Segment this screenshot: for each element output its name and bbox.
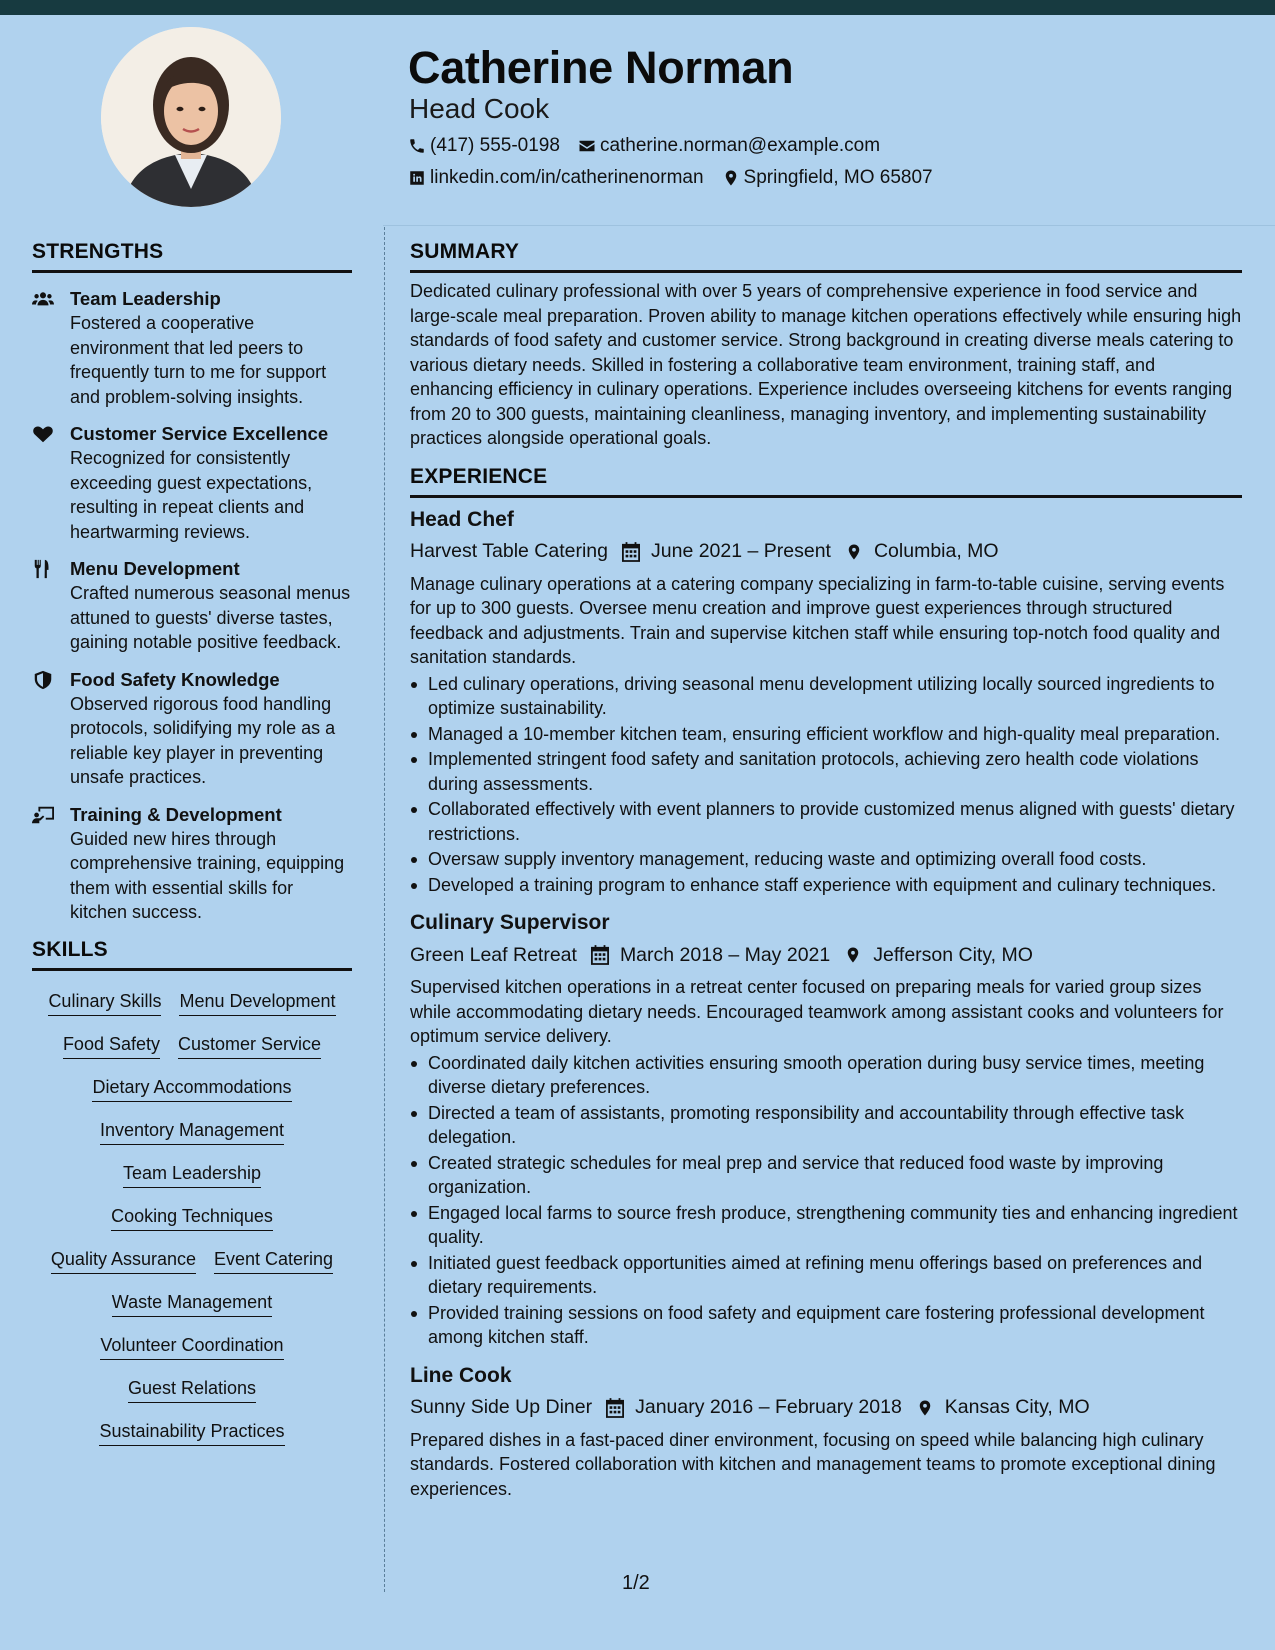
main-column	[410, 240, 1242, 1501]
column-divider	[384, 227, 385, 1592]
job-bullet: Oversaw supply inventory management, reducing waste and optimizing overall food costs.	[410, 847, 1242, 872]
job-bullet: Implemented stringent food safety and sanitation protocols, achieving zero health code violations during assessments.	[410, 747, 1242, 796]
users-icon	[32, 289, 54, 309]
skill-tag: Event Catering	[214, 1247, 333, 1274]
strength-desc: Recognized for consistently exceeding guest expectations, resulting in repeat clients and heartwarming reviews.	[70, 448, 313, 542]
job-dates: June 2021 – Present	[651, 540, 831, 562]
job-meta	[410, 538, 1242, 566]
skill-tag: Cooking Techniques	[111, 1204, 273, 1231]
job-meta	[410, 1394, 1242, 1422]
utensils-icon	[32, 559, 54, 579]
strength-desc: Fostered a cooperative environment that led peers to frequently turn to me for support and problem-solving insights.	[70, 313, 327, 407]
job-location: Columbia, MO	[873, 540, 999, 562]
strength-title: Menu Development	[70, 558, 240, 579]
email-text: catherine.norman@example.com	[599, 135, 881, 156]
job-bullet: Managed a 10-member kitchen team, ensuring efficient workflow and high-quality meal preparation.	[410, 722, 1242, 747]
linkedin-icon	[408, 169, 426, 187]
strength-title: Team Leadership	[70, 288, 221, 309]
strength-item	[32, 668, 352, 790]
strength-item	[32, 803, 352, 925]
skill-tag: Sustainability Practices	[99, 1419, 284, 1446]
location-text: Springfield, MO 65807	[743, 167, 933, 188]
strength-item	[32, 422, 352, 544]
job-description: Prepared dishes in a fast-paced diner environment, focusing on speed while balancing high culinary standards. Fostered collaboration with kitchen and management teams to promote exceptional dining experiences.	[410, 1429, 1216, 1499]
job-bullets	[410, 1051, 1242, 1350]
job-bullet: Initiated guest feedback opportunities aimed at refining menu offerings based on preferences and dietary requirements.	[410, 1251, 1242, 1300]
header-divider	[383, 225, 1275, 226]
job-bullet: Provided training sessions on food safety and equipment care fostering professional development among kitchen staff.	[410, 1301, 1242, 1350]
strength-title: Customer Service Excellence	[70, 423, 329, 444]
page-number: 1/2	[622, 1572, 650, 1594]
skill-tag: Team Leadership	[123, 1161, 261, 1188]
job-entry	[410, 909, 1242, 1350]
skill-tag: Menu Development	[179, 989, 335, 1016]
skill-tag: Waste Management	[112, 1290, 272, 1317]
job-bullet: Engaged local farms to source fresh produce, strengthening community ties and enhancing ingredient quality.	[410, 1201, 1242, 1250]
shield-icon	[32, 670, 54, 690]
strength-desc: Crafted numerous seasonal menus attuned to guests' diverse tastes, gaining notable positive feedback.	[70, 583, 351, 652]
envelope-icon	[578, 137, 596, 155]
skills-list	[32, 989, 352, 1446]
contact-row-secondary	[408, 167, 951, 189]
job-bullet: Directed a team of assistants, promoting responsibility and accountability through effective task delegation.	[410, 1101, 1242, 1150]
strength-item	[32, 557, 352, 655]
sidebar	[32, 240, 352, 1446]
job-description: Supervised kitchen operations in a retreat center focused on preparing meals for varied group sizes while accommodating dietary needs. Encouraged teamwork among assistant cooks and volunteers for optimum service delivery.	[410, 977, 1224, 1046]
skill-tag: Guest Relations	[128, 1376, 256, 1403]
phone-icon	[408, 137, 426, 155]
job-description: Manage culinary operations at a catering company specializing in farm-to-table cuisine, serving events for up to 300 guests. Oversee menu creation and improve guest experiences through structured feedback and adjustments. Train and supervise kitchen staff while ensuring top-notch food quality and sanitation standards.	[410, 573, 1225, 667]
job-title: Culinary Supervisor	[410, 911, 610, 934]
heart-icon	[32, 424, 54, 444]
summary-text: Dedicated culinary professional with over 5 years of comprehensive experience in food service and large-scale meal preparation. Proven ability to manage kitchen operations effectively while ensuring high standards of food safety and customer service. Strong background in creating diverse meals catering to various dietary needs. Skilled in fostering a collaborative team environment, training staff, and enhancing efficiency in culinary operations. Experience includes overseeing kitchens for events ranging from 20 to 300 guests, maintaining cleanliness, managing inventory, and implementing sustainability practices alongside operational goals.	[410, 281, 1242, 448]
skill-tag: Dietary Accommodations	[92, 1075, 291, 1102]
candidate-name: Catherine Norman	[408, 42, 794, 93]
skill-tag: Volunteer Coordination	[100, 1333, 283, 1360]
job-bullet: Created strategic schedules for meal prep and service that reduced food waste by improving organization.	[410, 1151, 1242, 1200]
job-dates: March 2018 – May 2021	[619, 943, 831, 966]
job-title: Head Chef	[410, 507, 514, 531]
job-bullet: Coordinated daily kitchen activities ensuring smooth operation during busy service times, meeting diverse dietary preferences.	[410, 1051, 1242, 1100]
strengths-heading: STRENGTHS	[32, 240, 352, 273]
strength-item	[32, 287, 352, 409]
job-company: Green Leaf Retreat	[410, 943, 577, 966]
contact-phone[interactable]	[408, 135, 560, 157]
map-pin-icon	[845, 542, 863, 562]
job-bullet: Led culinary operations, driving seasonal menu development utilizing locally sourced ingredients to optimize sustainability.	[410, 672, 1242, 721]
skill-tag: Inventory Management	[100, 1118, 284, 1145]
job-entry	[410, 506, 1242, 898]
strength-title: Training & Development	[70, 803, 282, 825]
strength-title: Food Safety Knowledge	[70, 668, 280, 690]
candidate-role: Head Cook	[409, 93, 550, 124]
job-company: Sunny Side Up Diner	[410, 1396, 593, 1418]
job-bullet: Developed a training program to enhance staff experience with equipment and culinary techniques.	[410, 873, 1242, 898]
contact-location	[722, 167, 933, 189]
job-entry	[410, 1362, 1242, 1502]
chalkboard-teacher-icon	[32, 805, 54, 825]
job-bullet: Collaborated effectively with event planners to provide customized menus aligned with guests' dietary restrictions.	[410, 797, 1242, 846]
profile-photo	[101, 27, 281, 207]
skill-tag: Food Safety	[63, 1032, 160, 1059]
skill-tag: Culinary Skills	[48, 989, 161, 1016]
skill-tag: Customer Service	[178, 1032, 321, 1059]
map-pin-icon	[722, 169, 740, 187]
job-dates: January 2016 – February 2018	[635, 1396, 902, 1418]
map-pin-icon	[916, 1398, 934, 1418]
strength-desc: Guided new hires through comprehensive training, equipping them with essential skills for kitchen success.	[70, 828, 345, 922]
job-company: Harvest Table Catering	[410, 540, 608, 562]
strength-desc: Observed rigorous food handling protocols, solidifying my role as a reliable key player in preventing unsafe practices.	[70, 693, 336, 787]
skills-heading: SKILLS	[32, 938, 352, 971]
calendar-icon	[591, 945, 609, 965]
contact-linkedin[interactable]	[408, 167, 704, 189]
summary-heading: SUMMARY	[410, 240, 1242, 273]
map-pin-icon	[844, 945, 862, 965]
experience-heading: EXPERIENCE	[410, 465, 1242, 498]
job-meta	[410, 941, 1242, 969]
top-accent-bar	[0, 0, 1275, 15]
job-location: Jefferson City, MO	[873, 943, 1033, 966]
skill-tag: Quality Assurance	[51, 1247, 196, 1274]
phone-text: (417) 555-0198	[430, 135, 560, 156]
job-bullets	[410, 672, 1242, 898]
contact-email[interactable]	[578, 135, 880, 157]
linkedin-text: linkedin.com/in/catherinenorman	[430, 167, 704, 188]
job-title: Line Cook	[410, 1363, 512, 1387]
calendar-icon	[622, 542, 640, 562]
strengths-list	[32, 287, 352, 925]
job-location: Kansas City, MO	[944, 1396, 1090, 1418]
contact-row-primary	[408, 135, 898, 157]
calendar-icon	[606, 1398, 624, 1418]
